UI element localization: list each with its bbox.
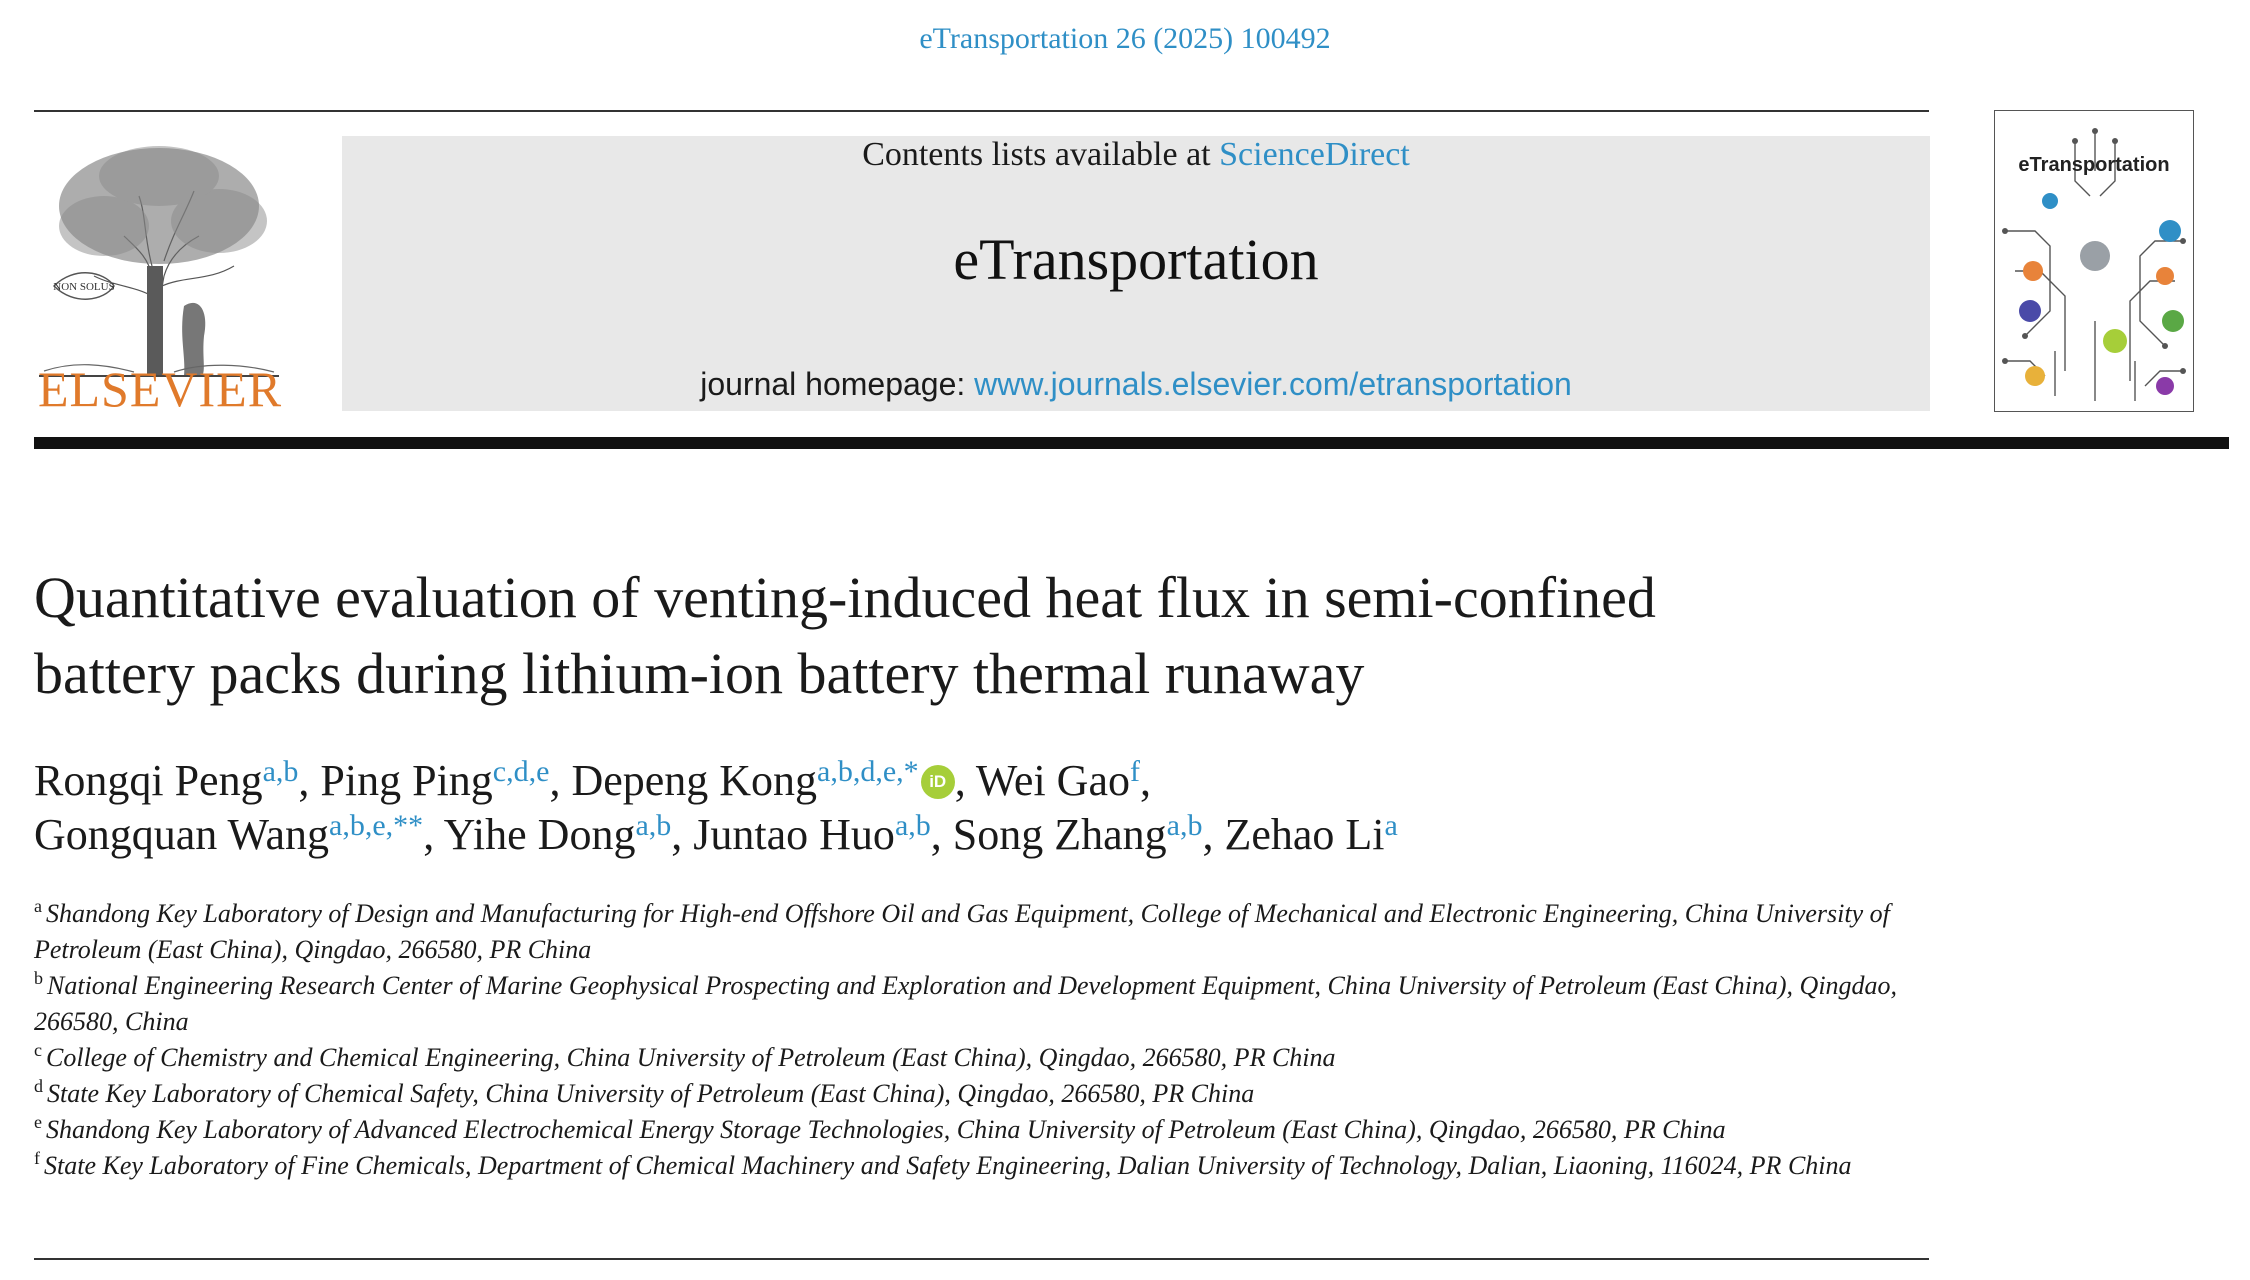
author-affil-marks[interactable]: a,b — [894, 809, 931, 842]
affiliation-item — [34, 896, 1954, 968]
affiliation-text: Shandong Key Laboratory of Advanced Electrochemical Energy Storage Technologies, China University of Petroleum (East China), Qingdao, 266580, PR China — [46, 1115, 1726, 1144]
journal-cover-thumbnail[interactable] — [1994, 110, 2194, 412]
author-name[interactable]: Ping Ping — [320, 756, 493, 805]
affiliation-text: State Key Laboratory of Chemical Safety, China University of Petroleum (East China), Qingdao, 266580, PR China — [47, 1079, 1255, 1108]
author-name[interactable]: Rongqi Peng — [34, 756, 263, 805]
sciencedirect-link[interactable]: ScienceDirect — [1219, 136, 1410, 173]
contents-line — [342, 136, 1930, 174]
affiliation-item — [34, 1112, 1954, 1148]
author-name[interactable]: Gongquan Wang — [34, 810, 330, 859]
author-affil-marks[interactable]: c,d,e — [492, 755, 550, 788]
author-separator: , — [1202, 810, 1225, 859]
journal-homepage-line — [342, 366, 1930, 403]
journal-header-box — [342, 136, 1930, 411]
bottom-rule — [34, 1258, 1929, 1260]
contents-prefix: Contents lists available at — [862, 136, 1220, 173]
author-line-1 — [34, 754, 2184, 808]
author-name[interactable]: Song Zhang — [952, 810, 1167, 859]
affiliation-key: e — [34, 1112, 42, 1132]
author-separator: , — [1139, 756, 1151, 805]
author-affil-marks[interactable]: a — [1384, 809, 1398, 842]
title-line-2: battery packs during lithium-ion battery thermal runaway — [34, 641, 1365, 706]
author-affil-marks[interactable]: a,b — [635, 809, 672, 842]
orcid-icon[interactable]: iD — [921, 765, 955, 799]
author-separator: , — [423, 810, 444, 859]
article-title — [34, 560, 1934, 712]
author-list — [34, 754, 2184, 862]
author-affil-marks[interactable]: f — [1129, 755, 1140, 788]
journal-name: eTransportation — [953, 227, 1319, 292]
affiliation-text: Shandong Key Laboratory of Design and Manufacturing for High-end Offshore Oil and Gas Equipment, College of Mechanical and Electronic Engineering, China University of Petroleum (East China), Qingdao, 266580, PR China — [34, 899, 1890, 964]
affiliation-text: National Engineering Research Center of Marine Geophysical Prospecting and Exploration and Development Equipment, China University of Petroleum (East China), Qingdao, 266580, China — [34, 971, 1898, 1036]
affiliation-item — [34, 1076, 1954, 1112]
cover-art — [1995, 111, 2193, 411]
affiliation-key: a — [34, 896, 42, 916]
author-name[interactable]: Juntao Huo — [693, 810, 895, 859]
affiliation-item — [34, 1040, 1954, 1076]
author-name[interactable]: Wei Gao — [975, 756, 1130, 805]
author-separator: , — [298, 756, 321, 805]
author-affil-marks[interactable]: a,b,d,e,* — [817, 755, 919, 788]
affiliation-key: d — [34, 1076, 43, 1096]
affiliation-key: b — [34, 968, 43, 988]
logo-motto: NON SOLUS — [53, 281, 115, 293]
cover-title: eTransportation — [2018, 154, 2170, 176]
author-name[interactable]: Zehao Li — [1224, 810, 1385, 859]
author-name[interactable]: Yihe Dong — [443, 810, 636, 859]
journal-homepage-link[interactable]: www.journals.elsevier.com/etransportation — [974, 366, 1572, 402]
affiliation-key: f — [34, 1148, 40, 1168]
affiliation-item — [34, 1148, 1954, 1184]
affiliation-text: State Key Laboratory of Fine Chemicals, Department of Chemical Machinery and Safety Engineering, Dalian University of Technology, Dalian, Liaoning, 116024, PR China — [44, 1151, 1852, 1180]
author-name[interactable]: Depeng Kong — [571, 756, 818, 805]
header-thick-rule — [34, 437, 2229, 449]
top-rule — [34, 110, 1929, 112]
publisher-wordmark: ELSEVIER — [37, 361, 283, 417]
author-separator: , — [930, 810, 953, 859]
affiliation-item — [34, 968, 1954, 1040]
author-affil-marks[interactable]: a,b — [1166, 809, 1203, 842]
homepage-prefix: journal homepage: — [700, 366, 975, 402]
author-affil-marks[interactable]: a,b — [262, 755, 299, 788]
author-separator: , — [671, 810, 694, 859]
author-separator: , — [954, 756, 976, 805]
author-affil-marks[interactable]: a,b,e,** — [329, 809, 424, 842]
author-line-2 — [34, 808, 2184, 862]
author-separator: , — [549, 756, 572, 805]
affiliation-text: College of Chemistry and Chemical Engineering, China University of Petroleum (East China), Qingdao, 266580, PR China — [46, 1043, 1336, 1072]
affiliation-key: c — [34, 1040, 42, 1060]
title-line-1: Quantitative evaluation of venting-induced heat flux in semi-confined — [34, 565, 1656, 630]
journal-citation[interactable]: eTransportation 26 (2025) 100492 — [919, 22, 1331, 55]
affiliation-list — [34, 896, 1954, 1184]
